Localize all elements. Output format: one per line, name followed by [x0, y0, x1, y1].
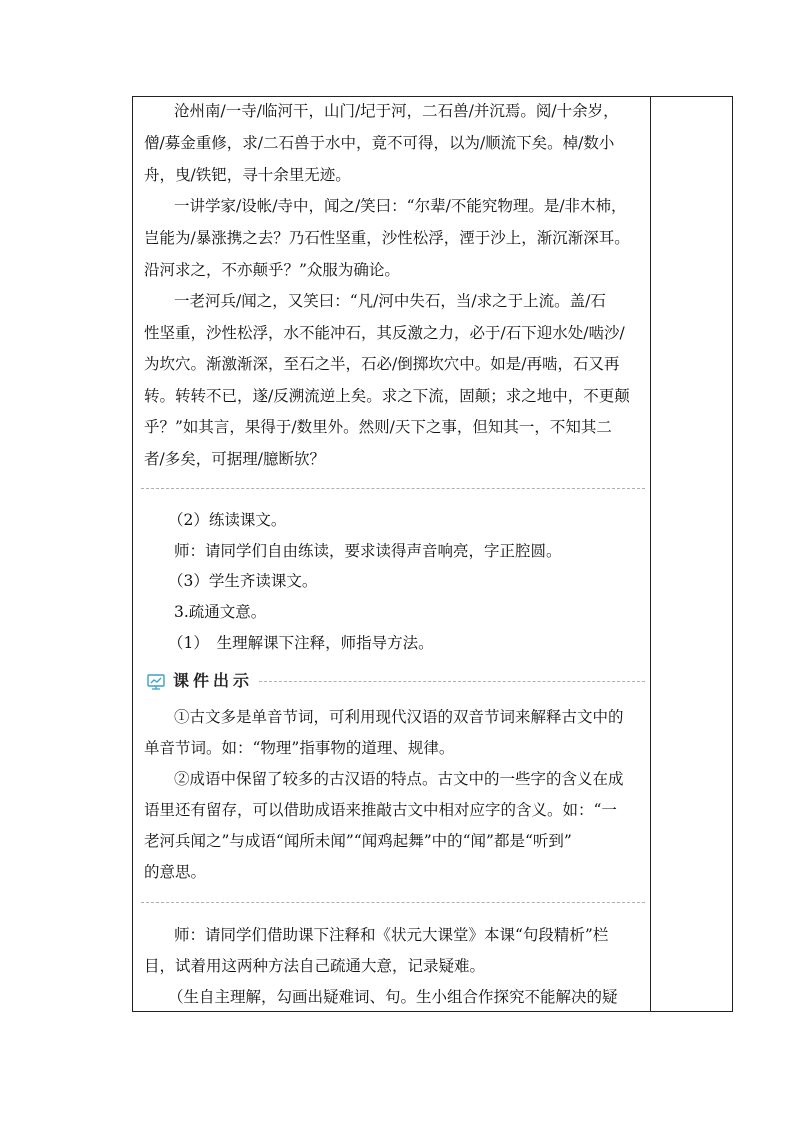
passage-line: 者/多矣，可据理/臆断欤？ [144, 450, 325, 468]
guidance-line: 目，试着用这两种方法自己疏通大意，记录疑难。 [144, 957, 486, 975]
guidance-line: 师：请同学们借助课下注释和《状元大课堂》本课“句段精析”栏 [174, 926, 609, 944]
step-annotation: （1） 生理解课下注释，师指导方法。 [168, 634, 434, 652]
courseware-line: ②成语中保留了较多的古汉语的特点。古文中的一些字的含义在成 [174, 770, 624, 788]
presentation-board-icon [147, 674, 165, 690]
passage-line: 沧州南/一寺/临河干，山门/圮于河，二石兽/并沉焉。阅/十余岁， [174, 102, 619, 120]
passage-line: 一讲学家/设帐/寺中，闻之/笑曰：“尔辈/不能究物理。是/非木杮， [174, 197, 627, 215]
courseware-line: 语里还有留存，可以借助成语来推敲古文中相对应字的含义。如：“一 [144, 801, 617, 819]
courseware-line: ①古文多是单音节词，可利用现代汉语的双音节词来解释古文中的 [174, 708, 624, 726]
guidance-line: （生自主理解，勾画出疑难词、句。生小组合作探究不能解决的疑 [168, 988, 618, 1006]
passage-line: 沿河求之，不亦颠乎？”众服为确论。 [144, 261, 400, 279]
column-divider [650, 97, 651, 1011]
step-group-read: （3）学生齐读课文。 [168, 572, 318, 590]
passage-line: 转。转转不已，遂/反溯流逆上矣。求之下流，固颠；求之地中，不更颠 [144, 387, 630, 405]
passage-line: 岂能为/暴涨携之去？乃石性坚重，沙性松浮，湮于沙上，渐沉渐深耳。 [144, 229, 630, 247]
section-divider [141, 902, 645, 903]
passage-line: 舟，曳/铁钯，寻十余里无迹。 [144, 166, 351, 184]
lesson-table [132, 96, 733, 1012]
passage-line: 一老河兵/闻之，又笑曰：“凡/河中失石，当/求之于上流。盖/石 [174, 292, 606, 310]
teacher-instruction: 师：请同学们自由练读，要求读得声音响亮，字正腔圆。 [174, 542, 562, 560]
courseware-title: 课件出示 [173, 671, 254, 690]
courseware-line: 老河兵闻之”与成语“闻所未闻”“闻鸡起舞”中的“闻”都是“听到” [144, 832, 572, 850]
lesson-content-cell [133, 97, 650, 1011]
passage-line: 乎？”如其言，果得于/数里外。然则/天下之事，但知其一，不知其二 [144, 418, 612, 436]
step-understand: 3.疏通文意。 [174, 603, 267, 621]
passage-line: 为坎穴。渐激渐深，至石之半，石必/倒掷坎穴中。如是/再啮，石又再 [144, 355, 620, 373]
section-divider [141, 488, 645, 489]
passage-line: 僧/募金重修，求/二石兽于水中，竟不可得，以为/顺流下矣。棹/数小 [144, 134, 615, 152]
courseware-line: 单音节词。如：“物理”指事物的道理、规律。 [144, 739, 455, 757]
courseware-header-line [259, 681, 645, 682]
courseware-line: 的意思。 [144, 863, 207, 881]
passage-line: 性坚重，沙性松浮，水不能冲石，其反激之力，必于/石下迎水处/啮沙/ [144, 324, 625, 342]
step-practice-read: （2）练读课文。 [168, 511, 287, 529]
